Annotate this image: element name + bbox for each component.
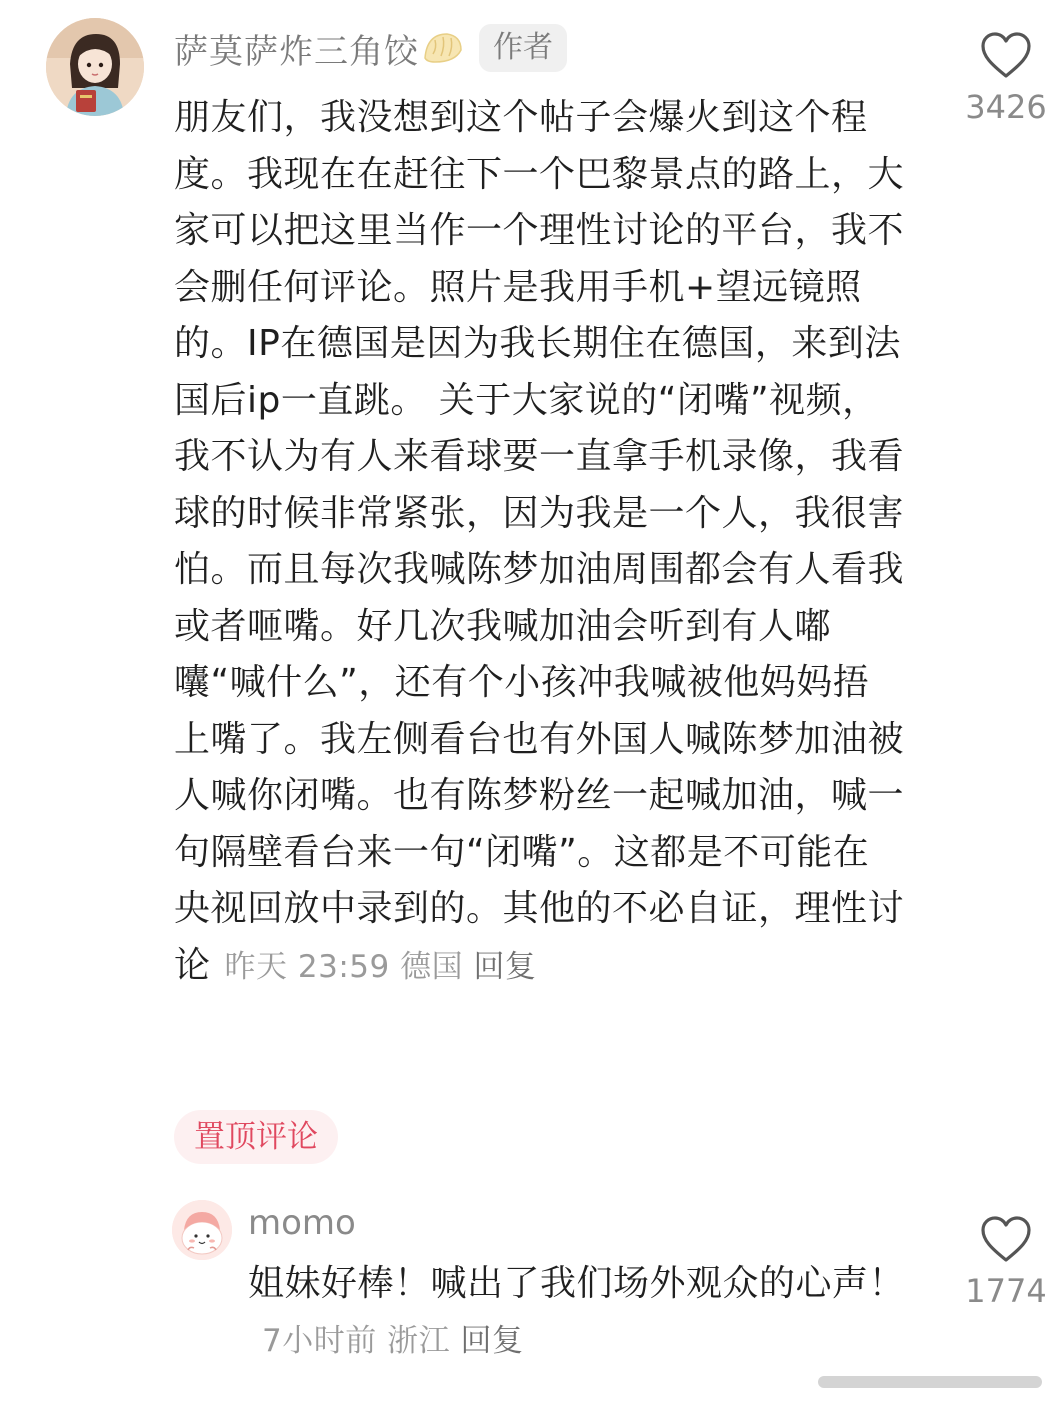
- reply-time: 7小时前: [262, 1323, 377, 1359]
- author-badge: 作者: [479, 24, 567, 72]
- heart-icon: [979, 1214, 1033, 1264]
- reply-button[interactable]: 回复: [473, 948, 537, 985]
- home-indicator[interactable]: [818, 1376, 1042, 1388]
- pink-character-avatar-icon: [172, 1200, 232, 1260]
- reply-meta: [262, 1323, 523, 1359]
- comment-time: 昨天 23:59: [224, 948, 390, 985]
- dumpling-icon: [421, 28, 465, 68]
- like-button[interactable]: [956, 1214, 1056, 1310]
- pinned-badge: 置顶评论: [174, 1110, 338, 1164]
- like-count: 1774: [965, 1272, 1047, 1310]
- reply-author-name[interactable]: momo: [248, 1203, 356, 1243]
- heart-icon: [979, 30, 1033, 80]
- reply-button[interactable]: 回复: [460, 1323, 524, 1359]
- comment-body[interactable]: [174, 90, 904, 995]
- like-button[interactable]: [956, 30, 1056, 126]
- comment-location: 德国: [400, 948, 464, 985]
- reply-text: 姐妹好棒！喊出了我们场外观众的心声！: [248, 1263, 906, 1304]
- girl-reading-avatar-icon: [46, 18, 144, 116]
- avatar[interactable]: [46, 18, 144, 116]
- comment-text: 朋友们，我没想到这个帖子会爆火到这个程度。我现在在赶往下一个巴黎景点的路上，大家可以把这里当作一个理性讨论的平台，我不会删任何评论。照片是我用手机+望远镜照的。IP在德国是因为我长期住在德国，来到法国后ip一直跳。 关于大家说的“闭嘴”视频，我不认为有人来看球要一直拿手机录像，我看球的时候非常紧张，因为我是一个人，我很害怕。而且每次我喊陈梦加油周围都会有人看我或者咂嘴。好几次我喊加油会听到有人嘟囔“喊什么”，还有个小孩冲我喊被他妈妈捂上嘴了。我左侧看台也有外国人喊陈梦加油被人喊你闭嘴。也有陈梦粉丝一起喊加油，喊一句隔壁看台来一句“闭嘴”。这都是不可能在央视回放中录到的。其他的不必自证，理性讨论: [174, 97, 905, 986]
- author-row: [174, 20, 567, 76]
- reply-body[interactable]: [248, 1256, 928, 1369]
- avatar[interactable]: [172, 1200, 232, 1260]
- reply-location: 浙江: [387, 1323, 451, 1359]
- comment-meta: [225, 949, 537, 985]
- author-name[interactable]: 萨莫萨炸三角饺: [174, 31, 419, 72]
- like-count: 3426: [965, 88, 1047, 126]
